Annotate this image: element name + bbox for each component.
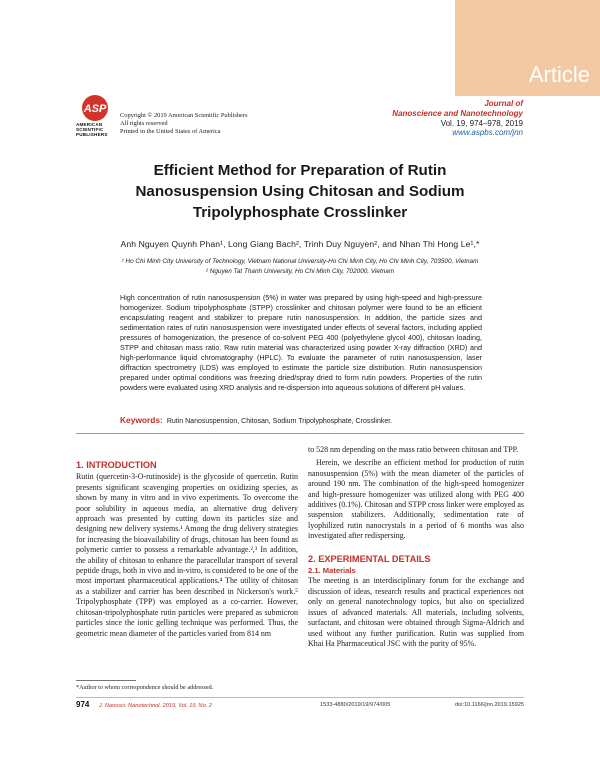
keywords-text: Rutin Nanosuspension, Chitosan, Sodium Tripolyphosphate, Crosslinker. — [166, 418, 393, 425]
author-list: Anh Nguyen Quynh Phan¹, Long Giang Bach², Trinh Duy Nguyen², and Nhan Thi Hong Le¹,* — [120, 239, 480, 249]
subsection-heading-materials: 2.1. Materials — [308, 566, 356, 576]
journal-url[interactable]: www.aspbs.com/jnn — [452, 128, 523, 138]
intro-paragraph-3: Herein, we describe an efficient method for production of rutin nanosuspension (5%) with the mean diameter of the particles of around 190 nm. The combination of the high-speed homogenizer and high-pressure homogenizer was utilized along with PEG 400 additives (0.1%). Chitosan and STPP cross linker were employed as suspension stabilizers. Additionally, sedimentation rate of lyophilized rutin nanocrystals in a period of 6 months was also investigated after redispersing. — [308, 458, 524, 541]
affiliation-1: ¹ Ho Chi Minh City University of Technology, Vietnam National University-Ho Chi Minh City, Ho Chi Minh City, 703500, Vietnam — [121, 258, 479, 265]
section-heading-introduction: 1. INTRODUCTION — [76, 460, 157, 470]
affiliation-2: ² Nguyen Tat Thanh University, Ho Chi Minh City, 702000, Vietnam — [205, 268, 395, 275]
journal-info — [392, 99, 523, 138]
intro-paragraph-1: Rutin (quercetin-3-O-rutinoside) is the glycoside of quercetin. Rutin presents significant scavenging properties on oxidizing species, as shown by many in vitro and in vivo experiments. To overcome the poor solubility in aqueous media, an alternative drug delivery approach was presented by cutting down its particles size and designing new delivery systems.¹ Among the drug delivery strategies for increasing the bioavailability of drugs, chitosan has been found as polymeric carrier to possess a remarkable advantage.²,³ In addition, the ability of chitosan to enhance the paracellular transport of several peptide drugs, both in vivo and in-vitro, is considered to be one of the most important pharmaceutical applications.⁴ The utility of chitosan as a stabilizer and carrier has been described in Nickerson's work.⁵ Tripolyphosphate (TPP) was employed as a co-carrier. However, chitosan-tripolyphosphate rutin particles were prepared as submicron particles since the ionic gelling technique was performed. Thus, the geometric mean diameter of the particles varied from 814 nm — [76, 472, 298, 638]
page-number: 974 — [76, 700, 90, 709]
footer-issn: 1533-4880/2019/19/974/005 — [320, 702, 391, 708]
right-column — [308, 445, 524, 649]
copyright-notice: Copyright © 2019 American Scientific Publishers All rights reserved Printed in the United States of America — [120, 112, 248, 135]
footnote: *Author to whom correspondence should be addressed. — [76, 684, 214, 691]
abstract: High concentration of rutin nanosuspension (5%) in water was prepared by using high-speed and high-pressure homogenizer. Sodium tripolyphosphate (STPP) crosslinker and chitosan polymer were found to be an efficient encapsulating reagent and stabilizer to prepare rutin nanosuspension. In addition, the particle sizes and sedimentation rates of rutin nanosuspension were investigated under effects of several factors, including applied pressures of homogenization, the presence of co-solvent PEG 400 (polyethylene glycol 400), chitosan loading, STPP and chitosan mass ratio. Raw rutin material was characterized using powder X-ray diffraction (XRD) and high-performance liquid chromatography (HPLC). To evaluate the parameter of rutin nanosuspension, laser diffraction spectrometry (LDS) was employed to estimate the particle size distribution. Rutin nanosuspension prepared under optimal conditions was freezing dried/spray dried to form rutin powders. Properties of the rutin powders were evaluated using XRD analysis and re-dispersion into aqueous solutions of different pH values. — [120, 293, 482, 393]
footer-doi: doi:10.1166/jnn.2019.15925 — [455, 702, 524, 708]
keywords — [120, 415, 490, 425]
keywords-label: Keywords: — [120, 415, 163, 425]
divider — [76, 433, 524, 434]
section-heading-experimental: 2. EXPERIMENTAL DETAILS — [308, 553, 431, 564]
intro-paragraph-2: to 528 nm depending on the mass ratio between chitosan and TPP. — [308, 445, 519, 454]
page-footer — [76, 700, 524, 709]
footer-divider — [76, 697, 524, 698]
article-label: Article — [528, 62, 590, 87]
logo-text: ASP — [83, 103, 107, 115]
article-type-tab — [455, 0, 600, 96]
footnote-divider — [76, 680, 136, 681]
journal-volume: Vol. 19, 974–978, 2019 — [440, 118, 523, 128]
journal-name-line2: Nanoscience and Nanotechnology — [392, 108, 523, 118]
paper-title: Efficient Method for Preparation of Rutin Nanosuspension Using Chitosan and Sodium Tripolyphosphate Crosslinker — [135, 162, 465, 221]
footer-journal: J. Nanosci. Nanotechnol. 2019, Vol. 19, No. 2 — [98, 703, 212, 709]
publisher-name: AMERICAN SCIENTIFIC PUBLISHERS — [76, 122, 108, 137]
journal-name-line1: Journal of — [484, 99, 523, 108]
left-column — [76, 460, 298, 639]
materials-paragraph: The meeting is an interdisciplinary forum for the exchange and discussion of ideas, research results and practical experiences not only on general nanotechnology topics, but also on specialized issues of advanced materials. All materials, including solvents, surfactant, and chitosan were obtained through Sigma-Aldrich and used without any further purification. Rutin was supplied from Khai Ha Pharmaceutical JSC with the purity of 95%. — [308, 576, 524, 648]
